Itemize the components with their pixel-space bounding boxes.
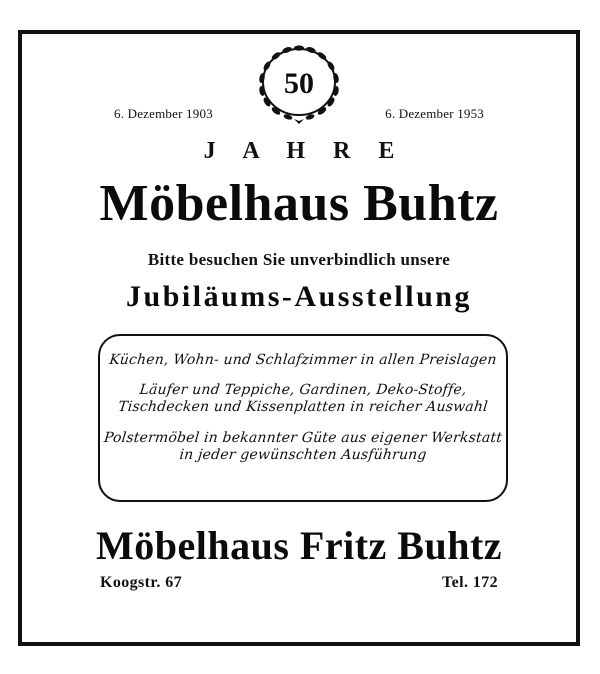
invitation-text: Bitte besuchen Sie unverbindlich unsere <box>147 250 451 269</box>
end-date: 6. Dezember 1953 <box>385 106 484 121</box>
offer-line-3: Tischdecken und Kissenplatten in reicher Auswahl <box>117 399 489 415</box>
offer-box <box>98 334 508 502</box>
company-headline: Möbelhaus Buhtz <box>99 175 499 232</box>
street-address: Koogstr. 67 <box>100 574 183 591</box>
contact-row <box>22 574 576 592</box>
exhibition-title: Jubiläums-Ausstellung <box>126 280 472 313</box>
phone-number: Tel. 172 <box>442 574 498 591</box>
offer-list <box>100 352 506 464</box>
offer-line-5: in jeder gewünschten Ausführung <box>178 447 428 463</box>
start-date: 6. Dezember 1903 <box>114 106 213 121</box>
business-name: Möbelhaus Fritz Buhtz <box>95 523 503 568</box>
offer-line-1: Küchen, Wohn- und Schlafzimmer in allen Preislagen <box>108 352 498 368</box>
offer-line-4: Polstermöbel in bekannter Güte aus eigener Werkstatt <box>103 430 503 446</box>
offer-line-2: Läufer und Teppiche, Gardinen, Deko-Stoffe, <box>138 382 468 398</box>
anniversary-number: 50 <box>284 67 314 100</box>
anniversary-dates <box>22 106 576 122</box>
jahre-label: J A H R E <box>203 138 406 164</box>
ad-border-frame <box>18 30 580 646</box>
